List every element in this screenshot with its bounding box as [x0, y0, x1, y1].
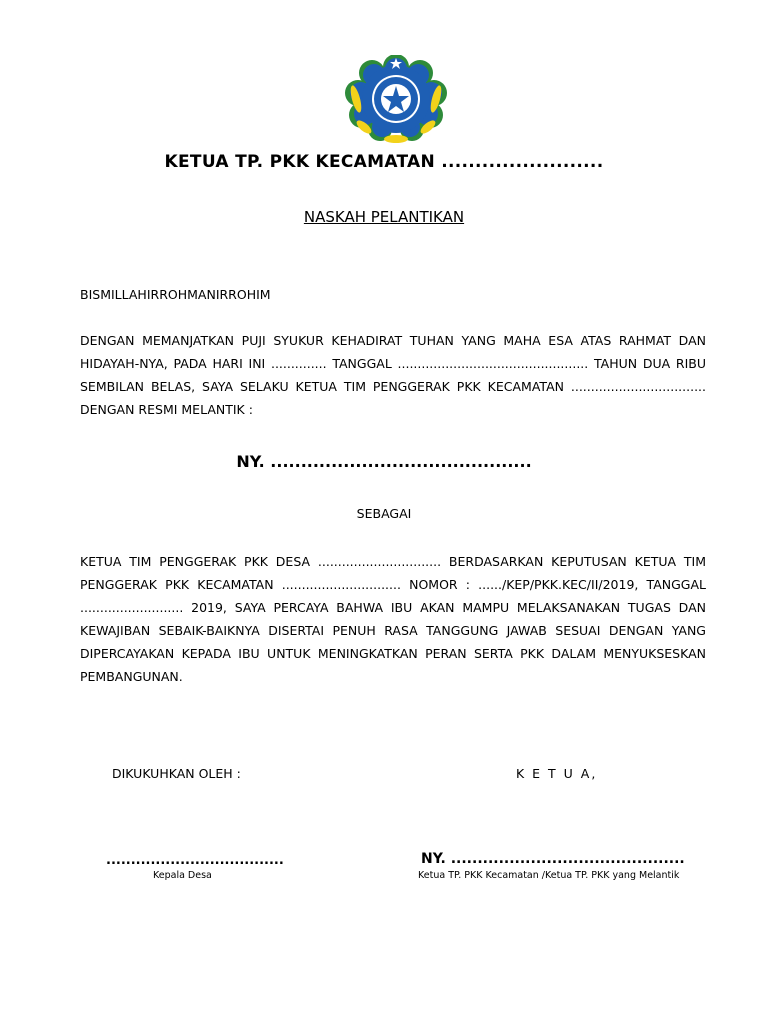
as-label: SEBAGAI — [356, 506, 412, 521]
paragraph-oath: DENGAN MEMANJATKAN PUJI SYUKUR KEHADIRAT TUHAN YANG MAHA ESA ATAS RAHMAT DAN HIDAYAH-NYA, PADA HARI INI .............. TANGGAL ................................................ TAHUN DUA RIBU SEMBILAN BELAS, SAYA SELAKU KETUA TIM PENGGERAK PKK KECAMATAN .................................. DENGAN RESMI MELANTIK : — [80, 333, 706, 417]
left-signature-caption: Kepala Desa — [153, 870, 212, 881]
opening-text: BISMILLAHIRROHMANIRROHIM — [80, 287, 271, 302]
document-subtitle: NASKAH PELANTIKAN — [303, 208, 465, 226]
left-signature-name: .................................... — [106, 853, 284, 868]
chairman-label: K E T U A, — [516, 766, 598, 781]
right-signature-caption: Ketua TP. PKK Kecamatan /Ketua TP. PKK yang Melantik — [418, 870, 680, 881]
appointee-name: NY. ........................................... — [236, 452, 532, 471]
paragraph-decree: KETUA TIM PENGGERAK PKK DESA ............................... BERDASARKAN KEPUTUSAN KETUA TIM PENGGERAK PKK KECAMATAN .............................. NOMOR : ....../KEP/PKK.KEC/II/2019, TANGGAL .......................... 2019, SAYA PERCAYA BAHWA IBU AKAN MAMPU MELAKSANAKAN TUGAS DAN KEWAJIBAN SEBAIK-BAIKNYA DISERTAI PENUH RASA TANGGUNG JAWAB SESUAI DENGAN YANG DIPERCAYAKAN KEPADA IBU UNTUK MENINGKATKAN PERAN SERTA PKK DALAM MENYUKSESKAN PEMBANGUNAN. — [80, 554, 706, 684]
right-signature-name: NY. ............................................ — [421, 851, 685, 867]
confirmed-by-label: DIKUKUHKAN OLEH : — [112, 766, 241, 781]
document-title: KETUA TP. PKK KECAMATAN ........................ — [164, 152, 604, 172]
pkk-emblem-icon — [338, 55, 454, 145]
